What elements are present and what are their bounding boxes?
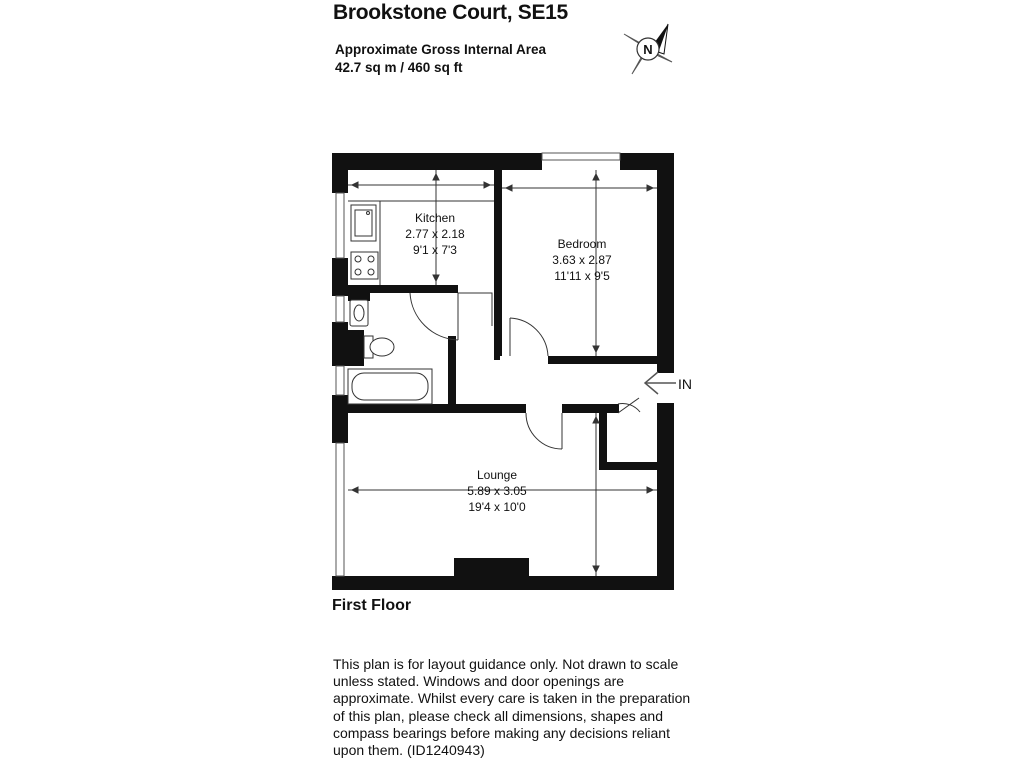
- bedroom-metric: 3.63 x 2.87: [552, 253, 612, 267]
- hob-icon: [351, 252, 378, 279]
- lounge-name: Lounge: [476, 468, 518, 482]
- kitchen-imperial: 9'1 x 7'3: [413, 243, 457, 257]
- lounge-imperial: 19'4 x 10'0: [468, 500, 526, 514]
- bedroom-imperial: 11'11 x 9'5: [554, 269, 610, 283]
- floor-label: First Floor: [332, 597, 412, 614]
- lounge-metric: 5.89 x 3.05: [467, 484, 527, 498]
- entrance-label: IN: [678, 376, 692, 392]
- bedroom-name: Bedroom: [557, 237, 607, 251]
- disclaimer: This plan is for layout guidance only. Not drawn to scale unless stated. Windows and door openings are approximate. Whilst every care is taken in the preparation of this plan, please check all dimensions, shapes and compass bearings before making any decisions reliant upon them. (ID1240943): [333, 656, 691, 759]
- kitchen-metric: 2.77 x 2.18: [405, 227, 465, 241]
- interior-walls: [348, 170, 657, 470]
- area-value: 42.7 sq m / 460 sq ft: [335, 60, 463, 75]
- plan-title: Brookstone Court, SE15: [333, 1, 568, 24]
- area-label: Approximate Gross Internal Area: [335, 42, 547, 57]
- entrance-arrow: [645, 372, 676, 394]
- kitchen-name: Kitchen: [414, 211, 456, 225]
- compass-north-label: N: [643, 42, 653, 57]
